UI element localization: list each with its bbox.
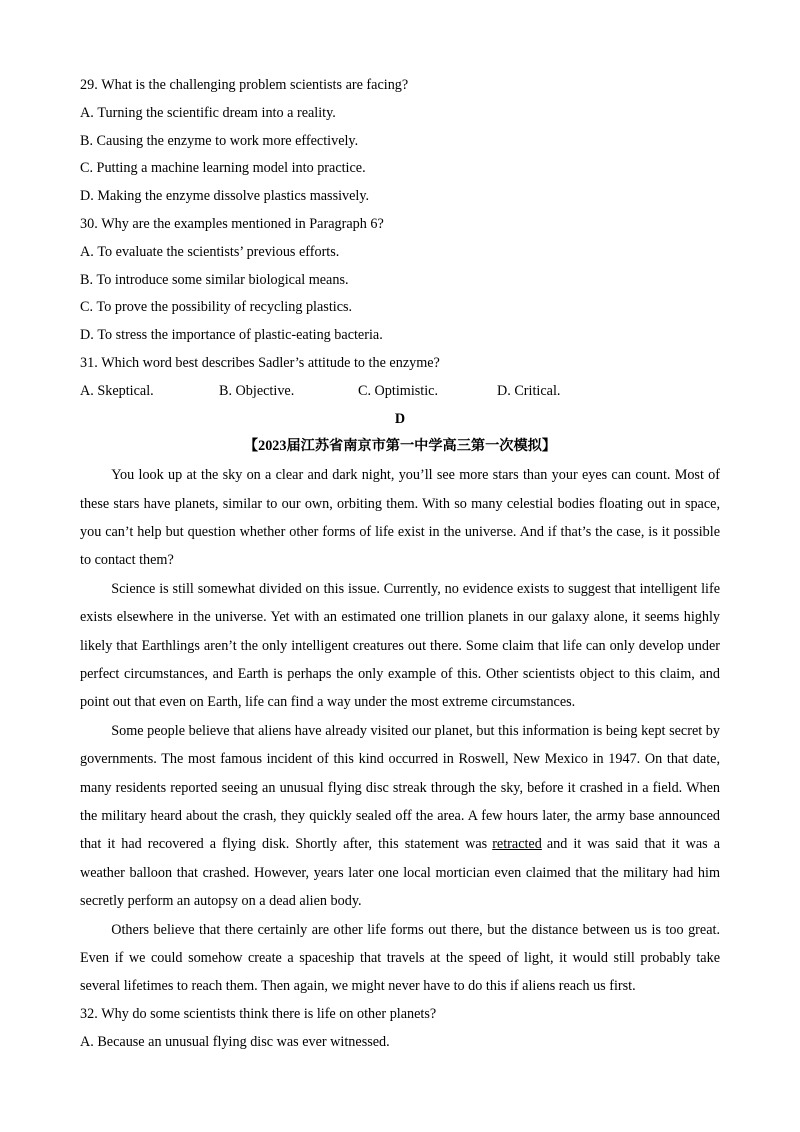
question-30-stem: 30. Why are the examples mentioned in Paragraph 6? bbox=[80, 215, 384, 232]
question-31-option-d: D. Critical. bbox=[497, 382, 561, 399]
question-32-stem: 32. Why do some scientists think there is life on other planets? bbox=[80, 1005, 437, 1022]
question-32-option-a: A. Because an unusual flying disc was ever witnessed. bbox=[80, 1033, 390, 1050]
passage-paragraph-4: Others believe that there certainly are other life forms out there, but the distance between us is too great. Even if we could somehow create a spaceship that travels at the speed of light, it would still probably take several lifetimes to reach them. Then again, we might never have to do this if aliens reach us first. bbox=[80, 921, 720, 995]
paragraph-3-segment-after: and it was said that it was a weather balloon that crashed. However, years later one local mortician even claimed that the military had him secretly perform an autopsy on a dead alien body. bbox=[80, 836, 720, 910]
section-label: D bbox=[394, 410, 406, 427]
underlined-word-retracted: retracted bbox=[492, 836, 542, 853]
passage-paragraph-3 bbox=[80, 717, 720, 916]
question-29-option-a: A. Turning the scientific dream into a reality. bbox=[80, 104, 336, 121]
question-31-stem: 31. Which word best describes Sadler’s attitude to the enzyme? bbox=[80, 354, 440, 371]
question-29-option-d: D. Making the enzyme dissolve plastics massively. bbox=[80, 188, 370, 205]
paragraph-3-segment-before: Some people believe that aliens have already visited our planet, but this information is being kept secret by governments. The most famous incident of this kind occurred in Roswell, New Mexico in 1947. On that date, many residents reported seeing an unusual flying disc streak through the sky, before it crashed in a field. When the military heard about the crash, they quickly sealed off the area. A few hours later, the army base announced that it had recovered a flying disk. Shortly after, this statement was bbox=[80, 722, 720, 853]
question-31-option-b: B. Objective. bbox=[219, 382, 295, 399]
question-30-option-d: D. To stress the importance of plastic-eating bacteria. bbox=[80, 327, 383, 344]
passage-paragraph-1: You look up at the sky on a clear and dark night, you’ll see more stars than your eyes can count. Most of these stars have planets, similar to our own, orbiting them. With so many celestial bodies floating out in space, you can’t help but question whether other forms of life exist in the universe. And if that’s the case, is it possible to contact them? bbox=[80, 467, 720, 569]
question-29-stem: 29. What is the challenging problem scientists are facing? bbox=[80, 77, 409, 93]
passage-paragraph-2: Science is still somewhat divided on this issue. Currently, no evidence exists to suggest that intelligent life exists elsewhere in the universe. Yet with an estimated one trillion planets in our galaxy alone, it seems highly likely that Earthlings aren’t the only intelligent creatures out there. Some claim that life can only develop under perfect circumstances, and Earth is perhaps the only example of this. Other scientists object to this claim, and point out that even on Earth, life can find a way under the most extreme circumstances. bbox=[80, 580, 720, 711]
question-31-options-row bbox=[80, 378, 720, 406]
section-source-header: 【2023届江苏省南京市第一中学高三第一次模拟】 bbox=[243, 438, 557, 455]
question-29-option-b: B. Causing the enzyme to work more effectively. bbox=[80, 132, 359, 149]
question-30-option-c: C. To prove the possibility of recycling plastics. bbox=[80, 299, 353, 316]
question-30-option-b: B. To introduce some similar biological means. bbox=[80, 271, 349, 288]
question-31-option-a: A. Skeptical. bbox=[80, 382, 154, 399]
question-29-option-c: C. Putting a machine learning model into practice. bbox=[80, 160, 366, 177]
question-30-option-a: A. To evaluate the scientists’ previous efforts. bbox=[80, 243, 340, 260]
question-31-option-c: C. Optimistic. bbox=[358, 382, 439, 399]
